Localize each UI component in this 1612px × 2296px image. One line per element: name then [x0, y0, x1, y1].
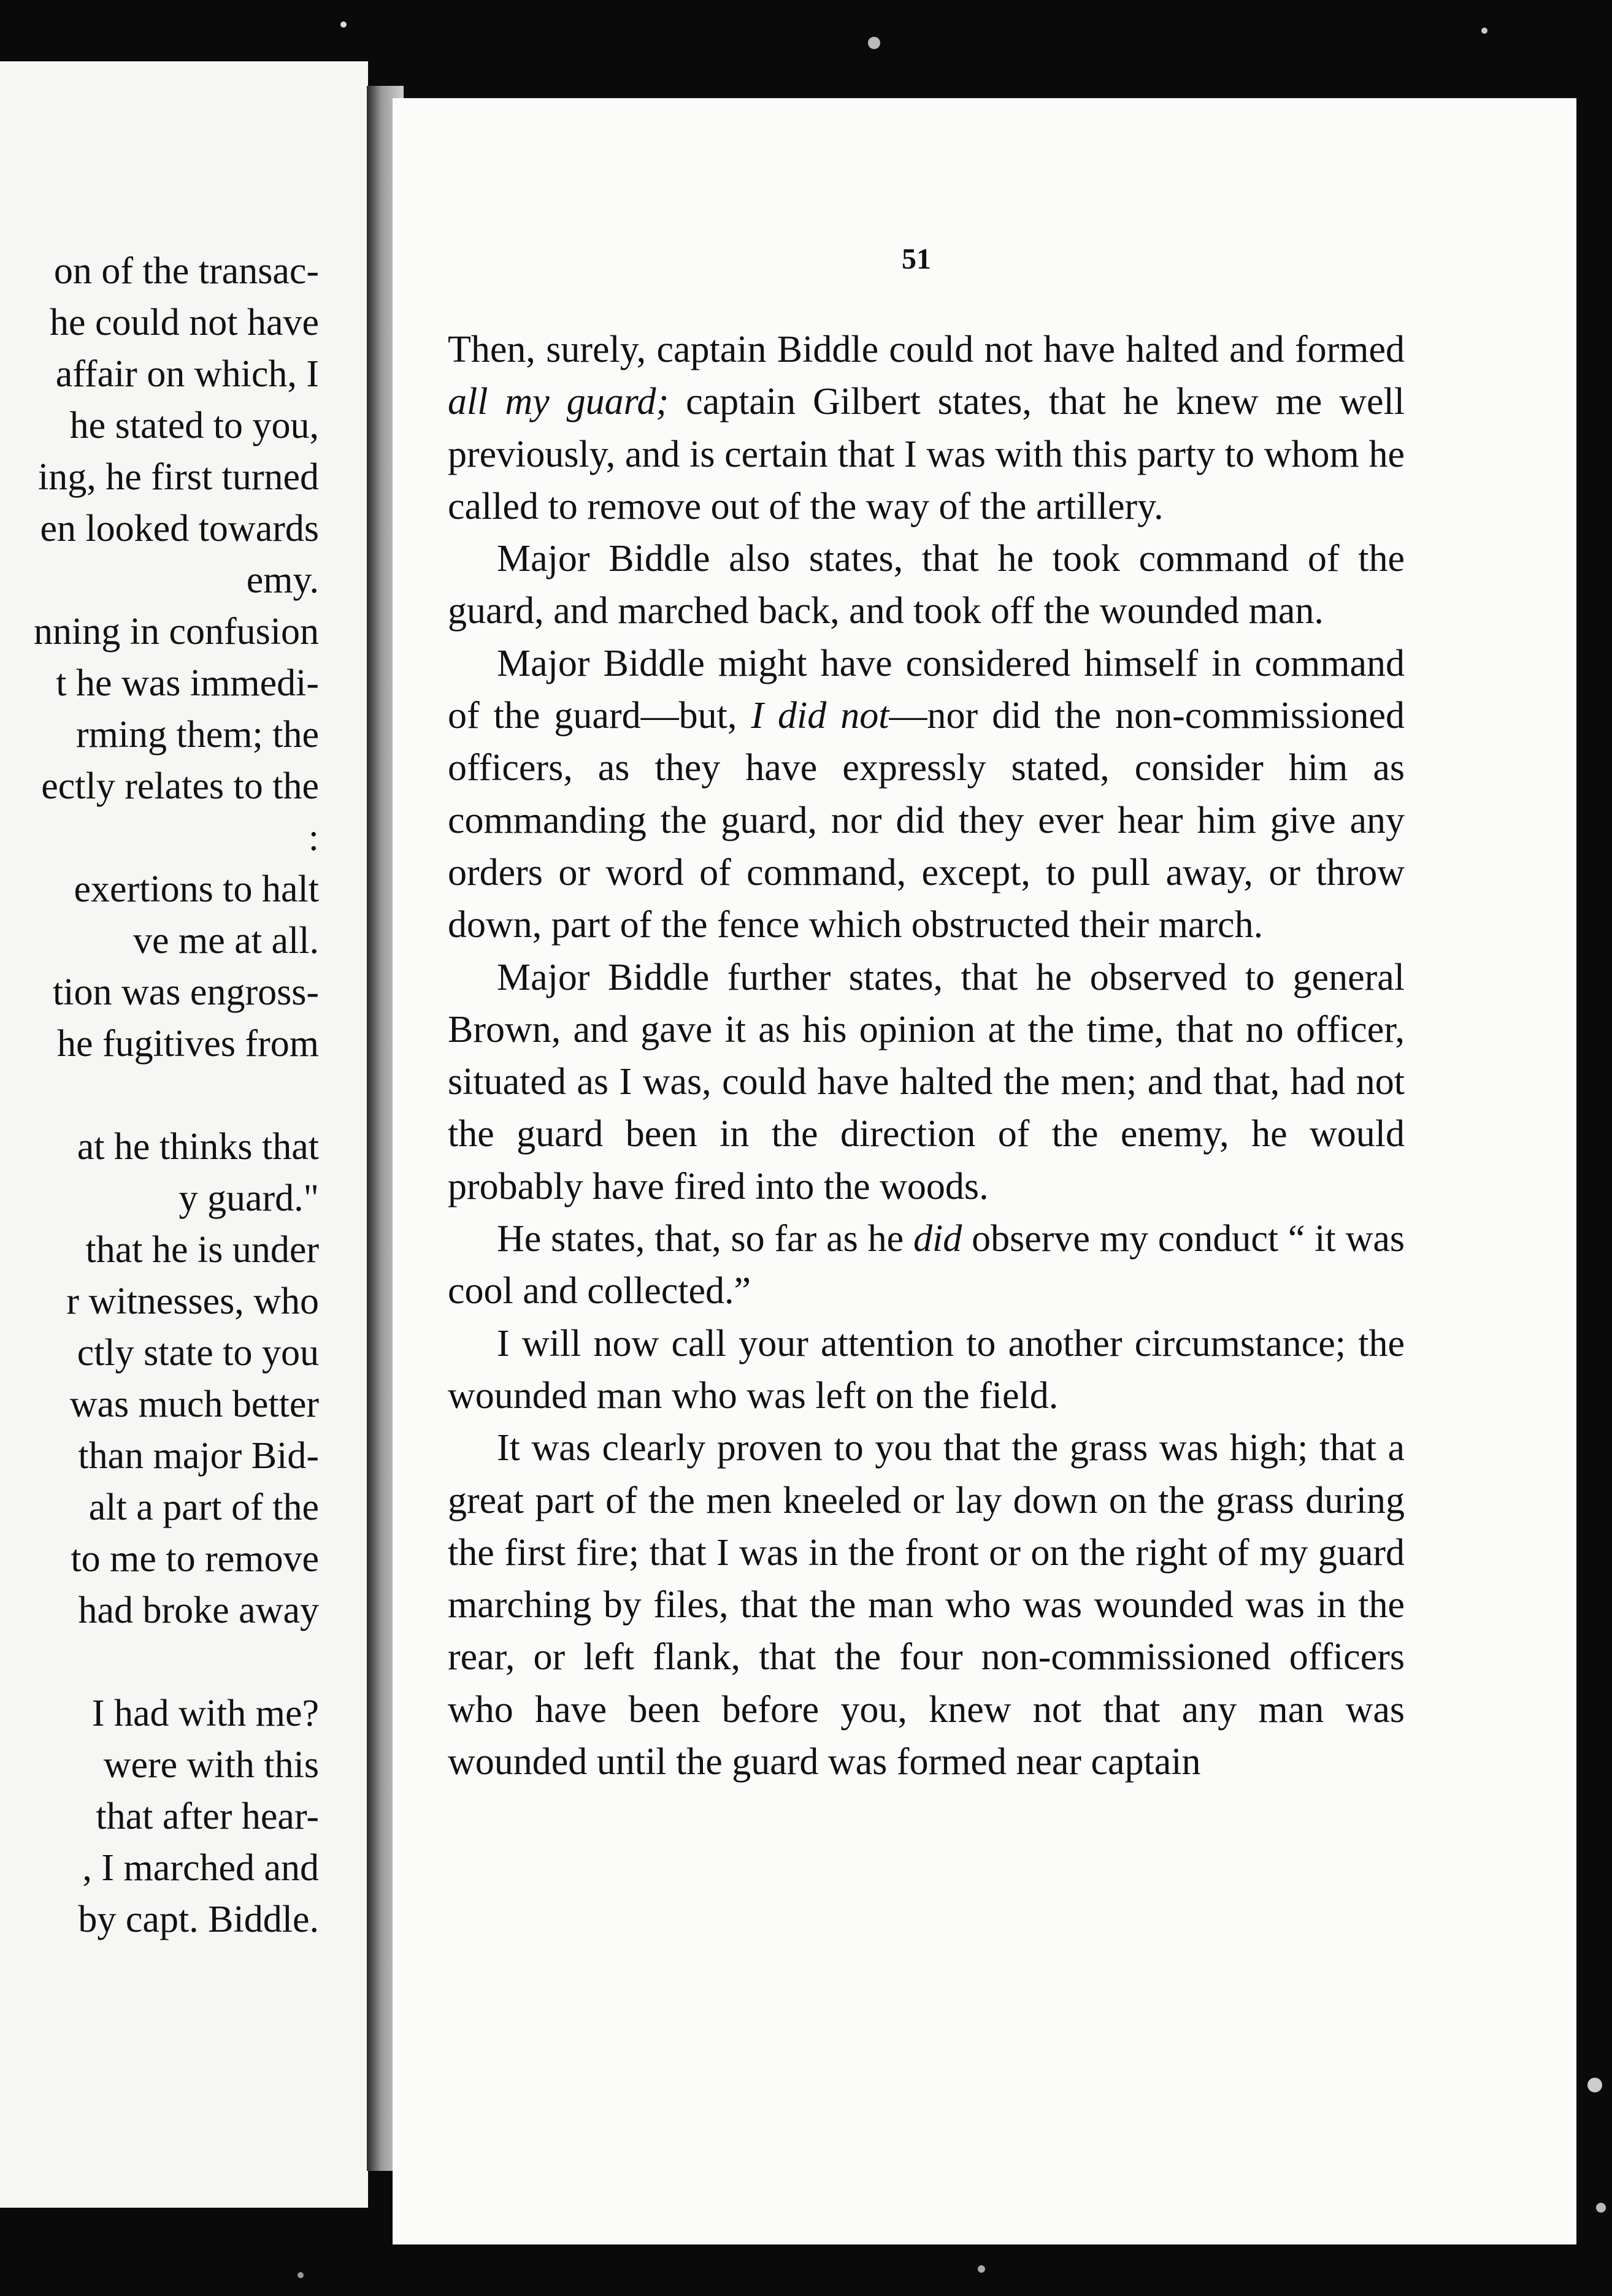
paragraph: Major Biddle further states, that he observed to general Brown, and gave it as his opinion at the time, that no officer, situated as I was, could have halted the men; and that, had not the guard been in the direction of the enemy, he would probably have fired into the woods. [448, 956, 1405, 1207]
left-page-line: that after hear- [96, 1796, 319, 1837]
left-page-line: he fugitives from [56, 1023, 319, 1065]
left-page-line: had broke away [78, 1590, 319, 1631]
left-page-line: he could not have [49, 302, 319, 343]
paragraph: He states, that, so far as he did observe my conduct “ it was cool and collected.” [448, 1218, 1405, 1312]
right-page [393, 98, 1576, 2244]
left-page-line: ctly state to you [77, 1332, 319, 1374]
left-page-line: ectly relates to the [41, 765, 319, 807]
paragraph: Major Biddle also states, that he took command of the guard, and marched back, and took off the wounded man. [448, 538, 1405, 632]
left-page-line: nning in confusion [34, 611, 319, 652]
left-page-line: by capt. Biddle. [78, 1899, 319, 1940]
left-page-line: , I marched and [82, 1847, 319, 1889]
right-page-text [448, 324, 1405, 1788]
left-page-line: exertions to halt [74, 868, 319, 910]
left-page-line: at he thinks that [77, 1126, 319, 1168]
left-page-line: t he was immedi- [56, 662, 319, 704]
left-page-line: to me to remove [71, 1538, 319, 1580]
left-page-line: : [308, 817, 319, 859]
left-page-line: were with this [103, 1744, 319, 1786]
left-page-line: was much better [69, 1383, 319, 1425]
left-page-line: that he is under [85, 1229, 319, 1271]
left-page-line: y guard." [178, 1177, 319, 1219]
left-page-line: en looked towards [40, 508, 319, 549]
left-page-line: on of the transac- [53, 250, 319, 292]
left-page-text [0, 245, 319, 1945]
left-page-line: I had with me? [91, 1693, 319, 1734]
left-page-line: tion was engross- [53, 971, 319, 1013]
paragraph: Then, surely, captain Biddle could not have halted and formed all my guard; captain Gilbert states, that he knew me well previously, and is certain that I was with this party to whom he called to remove out of the way of the artillery. [448, 329, 1405, 527]
paragraph: It was clearly proven to you that the grass was high; that a great part of the men kneeled or lay down on the grass during the first fire; that I was in the front or on the right of my guard marching by files, that the man who was wounded was in the rear, or left flank, that the four non-commissioned officers who have been before you, knew not that any man was wounded until the guard was formed near captain [448, 1427, 1405, 1783]
left-page-line: emy. [246, 559, 319, 601]
left-page-line: ve me at all. [133, 920, 319, 962]
left-page-line [0, 1070, 319, 1121]
left-page-line: than major Bid- [78, 1435, 319, 1477]
paragraph: I will now call your attention to another circumstance; the wounded man who was left on the field. [448, 1322, 1405, 1417]
page-number: 51 [902, 243, 931, 275]
left-page-line [0, 1636, 319, 1688]
paragraph: Major Biddle might have considered himself in command of the guard—but, I did not—nor did the non-commissioned officers, as they have expressly stated, consider him as commanding the guard, nor did they ever hear him give any orders or word of command, except, to pull away, or throw down, part of the fence which obstructed their march. [448, 642, 1405, 946]
left-page-line: rming them; the [75, 714, 319, 756]
left-page-line: ing, he first turned [37, 456, 319, 498]
left-page-line: he stated to you, [69, 405, 319, 446]
left-page-line: r witnesses, who [66, 1280, 319, 1322]
left-page-line: affair on which, I [55, 353, 319, 395]
left-page-line: alt a part of the [88, 1487, 319, 1528]
left-page [0, 61, 368, 2208]
